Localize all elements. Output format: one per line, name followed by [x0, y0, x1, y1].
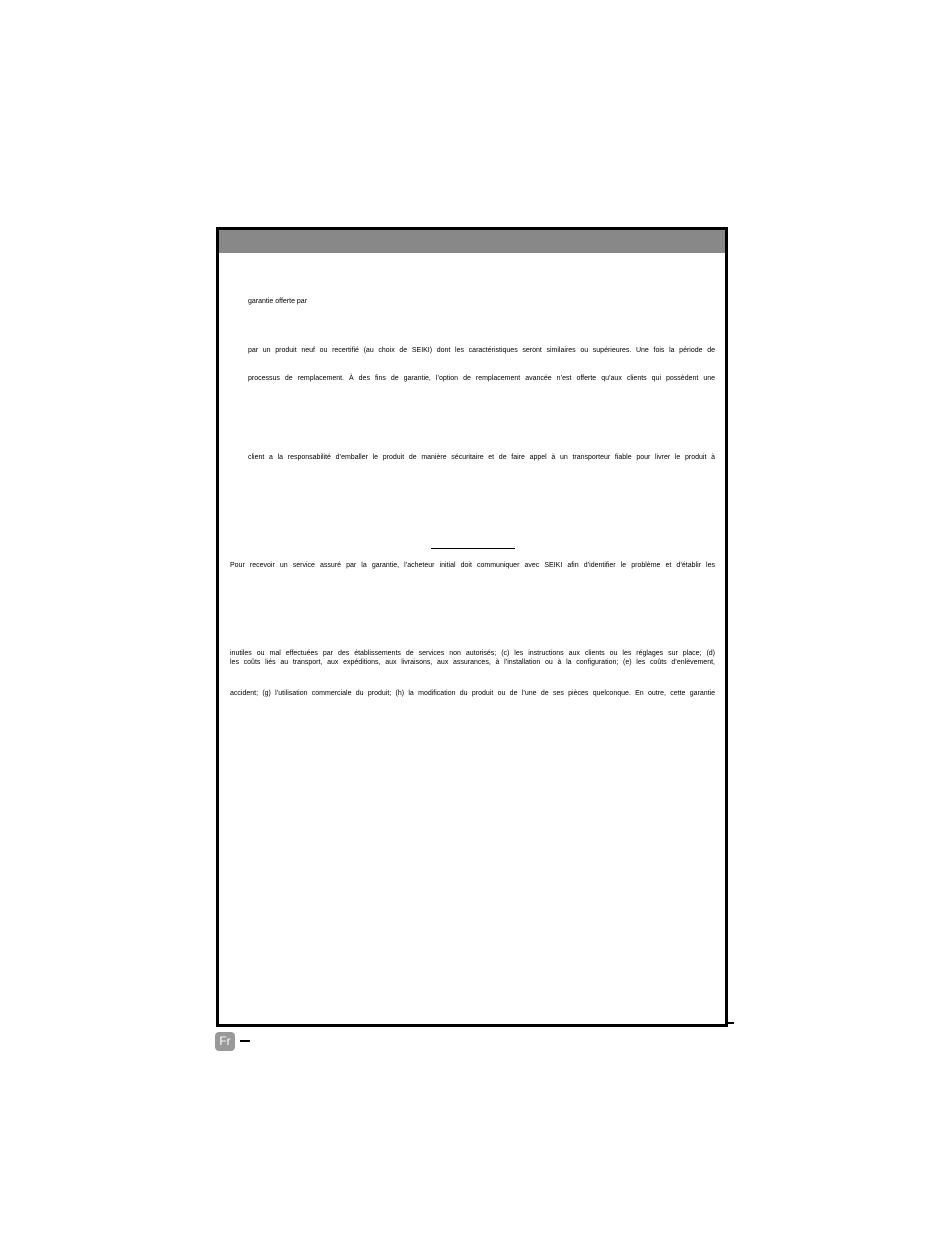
paragraph-line: Pour recevoir un service assuré par la garantie, l’acheteur initial doit communiquer avec SEIKI afin d’identifier le problème et d’établir les [230, 562, 715, 569]
page-edge-tick [725, 1022, 734, 1024]
paragraph-line: inutiles ou mal effectuées par des établissements de services non autorisés; (c) les instructions aux clients ou les réglages sur place; (d) [230, 650, 715, 657]
section-title-underline [431, 548, 515, 549]
paragraph-line: accident; (g) l’utilisation commerciale du produit; (h) la modification du produit ou de l’une de ses pièces quelconque. En outre, cette garantie [230, 690, 715, 697]
paragraph-line: les coûts liés au transport, aux expéditions, aux livraisons, aux assurances, à l’installation ou à la configuration; (e) les coûts d’enlèvement, [230, 659, 715, 666]
document-frame [216, 227, 728, 1027]
language-badge: Fr [215, 1032, 235, 1051]
page-number-dash [240, 1040, 250, 1042]
paragraph-line: par un produit neuf ou recertifié (au choix de SEIKI) dont les caractéristiques seront similaires ou supérieures. Une fois la période de [248, 347, 715, 354]
section-header-band [219, 230, 725, 253]
paragraph-line: processus de remplacement. À des fins de garantie, l’option de remplacement avancée n’est offerte qu’aux clients qui possèdent une [248, 375, 715, 382]
paragraph-line: client a la responsabilité d’emballer le produit de manière sécuritaire et de faire appel à un transporteur fiable pour livrer le produit à [248, 454, 715, 461]
paragraph-line: garantie offerte par [248, 298, 308, 305]
